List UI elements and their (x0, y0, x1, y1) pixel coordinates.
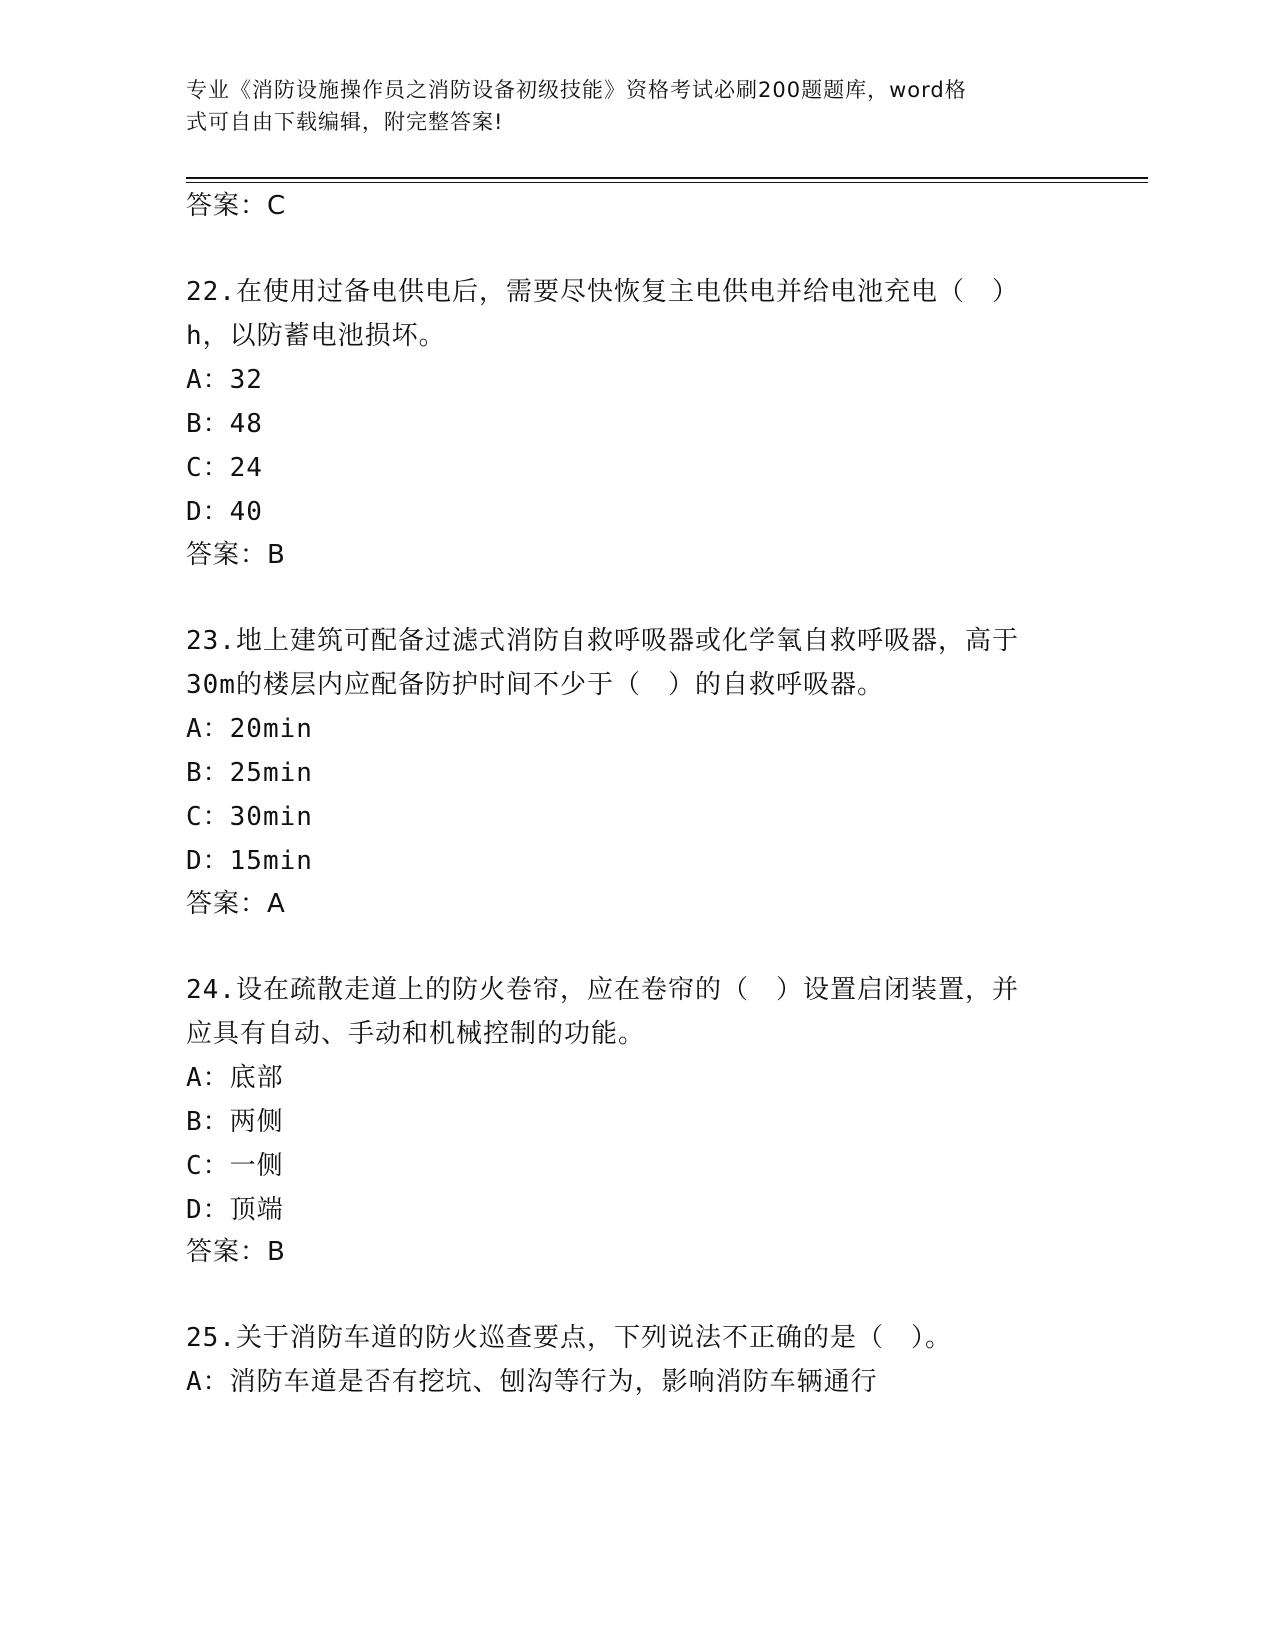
option-d: D：顶端 (186, 1195, 284, 1225)
option-a: A：底部 (186, 1063, 284, 1093)
header-line-1: 专业《消防设施操作员之消防设备初级技能》资格考试必刷200题题库，word格 (186, 78, 967, 102)
question-text: 23.地上建筑可配备过滤式消防自救呼吸器或化学氧自救呼吸器，高于 (186, 626, 1019, 656)
document-header (186, 74, 1066, 138)
option-c: C：30min (186, 802, 313, 832)
question-text: 30m的楼层内应配备防护时间不少于（ ）的自救呼吸器。 (186, 670, 884, 700)
answer-line: 答案：B (186, 540, 286, 570)
option-b: B：25min (186, 758, 313, 788)
question-text: 应具有自动、手动和机械控制的功能。 (186, 1019, 646, 1049)
option-c: C：一侧 (186, 1151, 284, 1181)
header-rule-thick (186, 177, 1148, 179)
header-line-2: 式可自由下载编辑，附完整答案! (186, 110, 504, 134)
question-text: h，以防蓄电池损坏。 (186, 321, 446, 351)
question-text: 22.在使用过备电供电后，需要尽快恢复主电供电并给电池充电（ ） (186, 277, 1019, 307)
option-d: D：40 (186, 497, 263, 527)
answer-line: 答案：C (186, 191, 287, 221)
option-c: C：24 (186, 453, 263, 483)
option-d: D：15min (186, 846, 313, 876)
header-rule-thin (186, 182, 1148, 183)
answer-line: 答案：A (186, 889, 286, 919)
question-text: 24.设在疏散走道上的防火卷帘，应在卷帘的（ ）设置启闭装置，并 (186, 975, 1019, 1005)
option-b: B：48 (186, 409, 263, 439)
answer-line: 答案：B (186, 1237, 286, 1267)
option-a: A：32 (186, 365, 263, 395)
question-text: 25.关于消防车道的防火巡查要点，下列说法不正确的是（ ）。 (186, 1323, 952, 1353)
option-a: A：20min (186, 714, 313, 744)
option-a: A：消防车道是否有挖坑、刨沟等行为，影响消防车辆通行 (186, 1367, 878, 1397)
option-b: B：两侧 (186, 1107, 284, 1137)
